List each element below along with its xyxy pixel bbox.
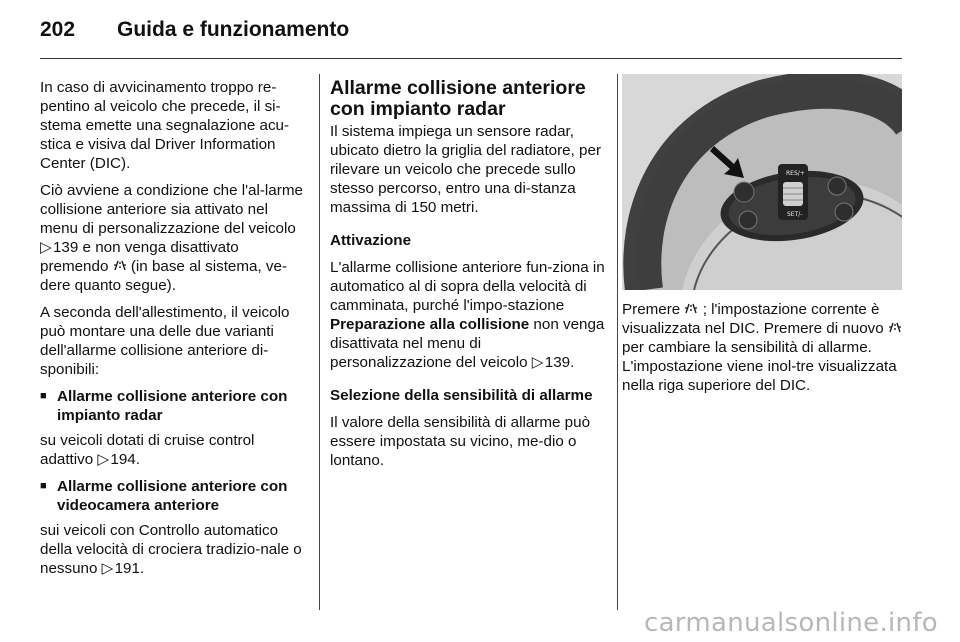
page-reference[interactable]: 191 bbox=[114, 560, 140, 577]
text-span: . bbox=[139, 560, 145, 577]
button-label-set: SET/- bbox=[787, 211, 803, 218]
list-item bbox=[40, 387, 310, 425]
bullet-title: Allarme collisione anteriore con videocamera anteriore bbox=[57, 478, 288, 514]
paragraph-press-button bbox=[622, 300, 904, 395]
column-left bbox=[40, 78, 310, 586]
text-span: non venga disattivata nel menu di personalizzazione del veicolo bbox=[330, 316, 605, 371]
page-header bbox=[0, 0, 960, 60]
paragraph-activation-condition bbox=[40, 181, 310, 295]
reference-arrow-icon: ▷ bbox=[101, 560, 114, 577]
text-span: ; l'impostazione corrente è visualizzata nel DIC. Premere di nuovo bbox=[622, 301, 888, 337]
page-reference[interactable]: 139 bbox=[52, 239, 79, 256]
text-span: Premere bbox=[622, 301, 685, 318]
text-span: . bbox=[570, 354, 575, 371]
steering-wheel-figure bbox=[622, 74, 902, 290]
paragraph-intro: In caso di avvicinamento troppo re-pentino al veicolo che precede, il si-stema emette una segnalazione acu-stica e visiva dal Driver Information Center (DIC). bbox=[40, 79, 290, 172]
steering-wheel-illustration bbox=[622, 74, 902, 290]
bullet-title: Allarme collisione anteriore con impianto radar bbox=[57, 388, 288, 424]
subheading-sensitivity: Selezione della sensibilità di allarme bbox=[330, 387, 593, 404]
button-label-res: RES/+ bbox=[786, 170, 805, 177]
section-heading: Allarme collisione anteriore con impianto radar bbox=[330, 77, 586, 120]
text-span: sui veicoli con Controllo automatico della velocità di crociera tradizio-nale o nessuno bbox=[40, 522, 302, 577]
bullet-square-icon: ■ bbox=[40, 390, 47, 402]
subheading-activation: Attivazione bbox=[330, 232, 412, 249]
bullet-description bbox=[40, 431, 310, 469]
page-number: 202 bbox=[40, 18, 76, 41]
watermark: carmanualsonline.info bbox=[643, 608, 938, 638]
bullet-description bbox=[40, 521, 310, 578]
text-span: (in base al sistema, ve-dere quanto segue). bbox=[40, 258, 287, 294]
list-item bbox=[40, 477, 310, 515]
bullet-square-icon: ■ bbox=[40, 480, 47, 492]
column-divider-1 bbox=[319, 74, 320, 610]
paragraph-activation bbox=[330, 258, 606, 372]
paragraph-radar-intro: Il sistema impiega un sensore radar, ubicato dietro la griglia del radiatore, per rilevare un veicolo che precede sullo stesso percorso, entro una di-stanza massima di 150 metri. bbox=[330, 123, 602, 216]
column-middle bbox=[330, 78, 606, 478]
text-span: Ciò avviene a condizione che l'al-larme collisione anteriore sia attivato nel menu di personalizzazione del veicolo bbox=[40, 182, 303, 237]
header-rule bbox=[40, 58, 902, 59]
collision-alert-icon bbox=[684, 301, 702, 318]
paragraph-sensitivity: Il valore della sensibilità di allarme può essere impostata su vicino, me-dio o lontano. bbox=[330, 414, 591, 469]
page-reference[interactable]: 194 bbox=[110, 451, 136, 468]
collision-alert-icon bbox=[888, 320, 902, 337]
column-right bbox=[622, 300, 904, 403]
text-span: L'allarme collisione anteriore fun-ziona in automatico al di sopra della velocità di camminata, purché l'impo-stazione bbox=[330, 259, 605, 314]
column-divider-2 bbox=[617, 74, 618, 610]
reference-arrow-icon: ▷ bbox=[97, 451, 110, 468]
page-title: Guida e funzionamento bbox=[117, 18, 350, 41]
text-span: su veicoli dotati di cruise control adattivo bbox=[40, 432, 255, 468]
text-span: per cambiare la sensibilità di allarme. L'impostazione viene inol-tre visualizzata nella riga superiore del DIC. bbox=[622, 339, 897, 394]
reference-arrow-icon: ▷ bbox=[531, 354, 544, 371]
collision-alert-icon bbox=[113, 258, 131, 275]
paragraph-variants: A seconda dell'allestimento, il veicolo può montare una delle due varianti dell'allarme collisione anteriore di-sponibili: bbox=[40, 304, 290, 378]
text-span: . bbox=[135, 451, 140, 468]
reference-arrow-icon: ▷ bbox=[40, 239, 52, 256]
text-span: e non venga disattivato premendo bbox=[40, 239, 239, 275]
setting-name: Preparazione alla collisione bbox=[330, 316, 530, 333]
page-reference[interactable]: 139 bbox=[544, 354, 571, 371]
